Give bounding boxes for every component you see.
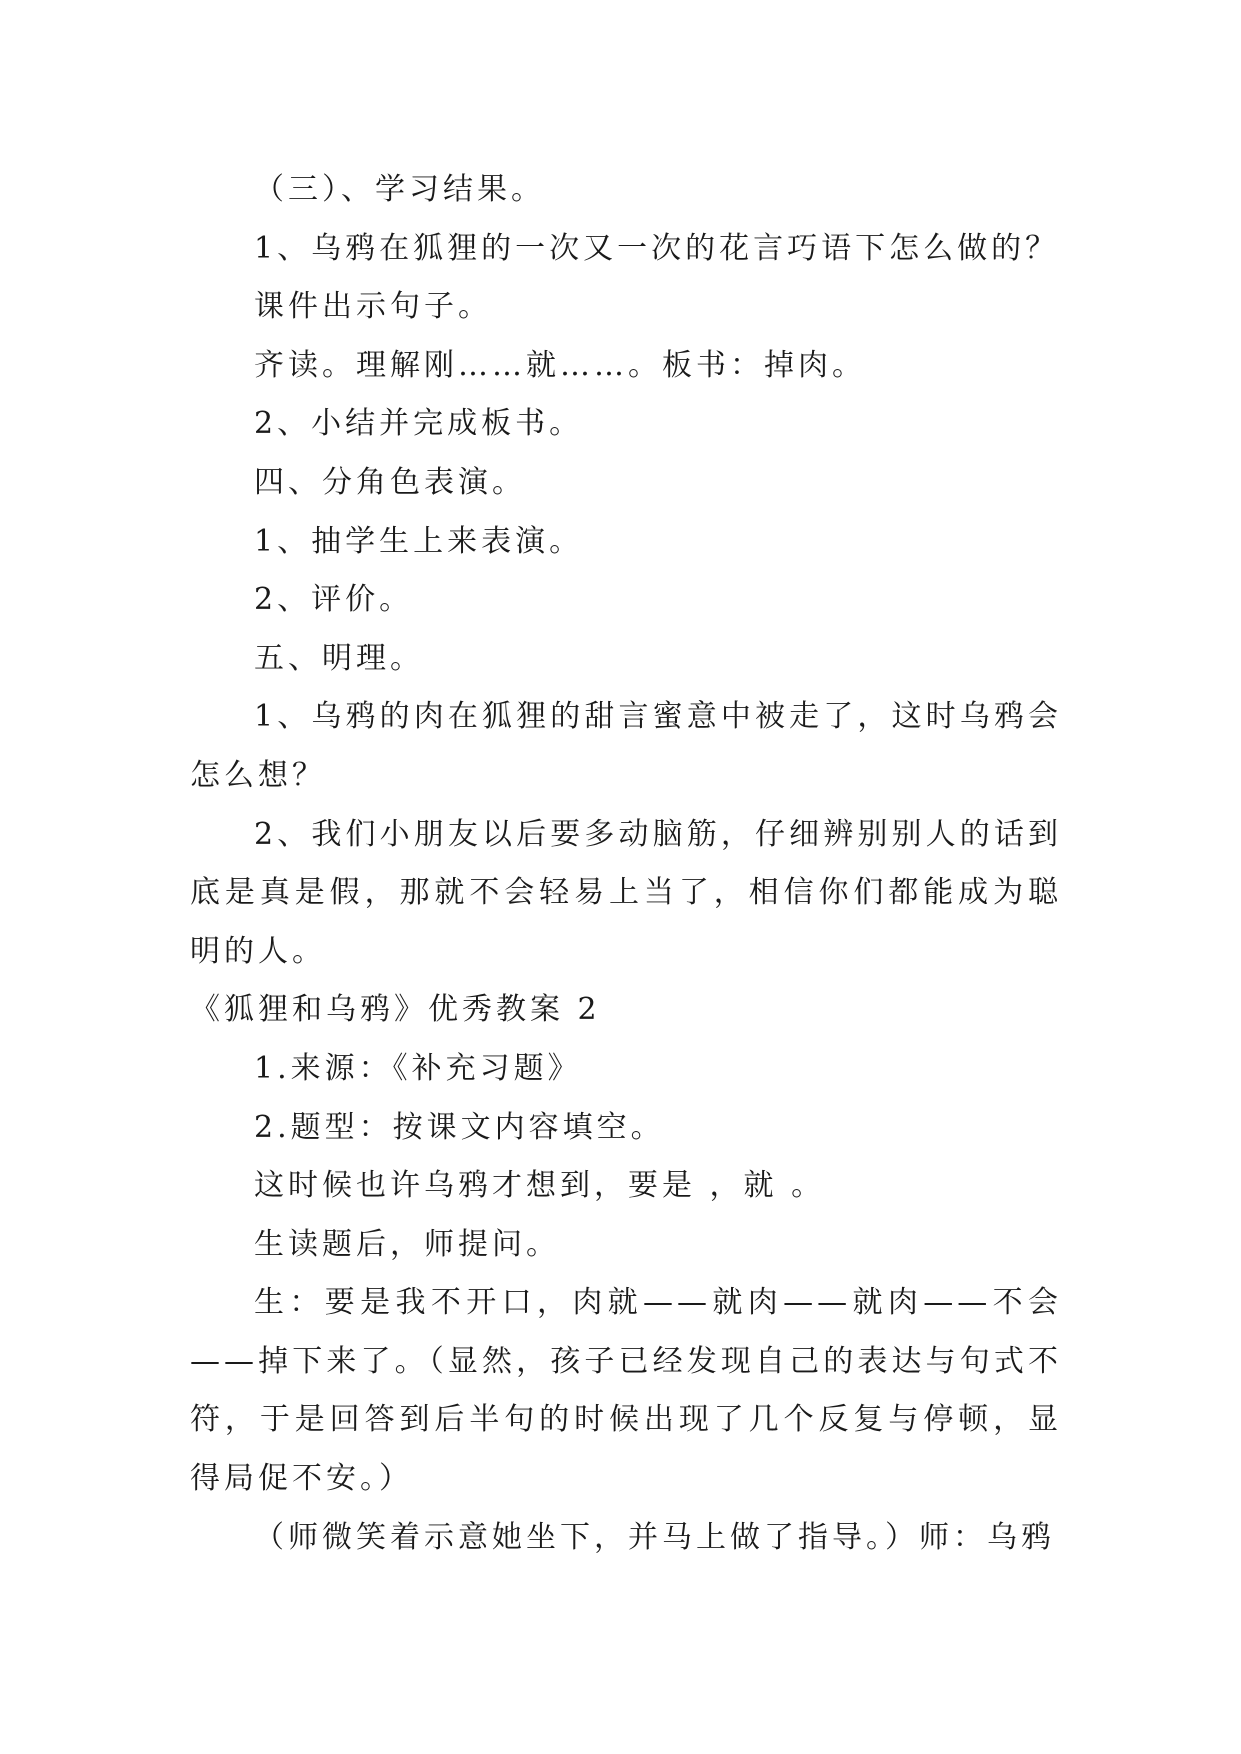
paragraph-lesson-plan-2-title: 《狐狸和乌鸦》优秀教案 2 bbox=[190, 992, 601, 1028]
paragraph-teacher-guidance: （师微笑着示意她坐下，并马上做了指导。）师：乌鸦 bbox=[254, 1519, 1055, 1555]
paragraph-teacher-asks: 生读题后，师提问。 bbox=[254, 1226, 560, 1262]
paragraph-question-1: 1、乌鸦在狐狸的一次又一次的花言巧语下怎么做的？ bbox=[254, 230, 1060, 266]
paragraph-student-answer: 生：要是我不开口，肉就——就肉——就肉——不会——掉下来了。（显然，孩子已经发现自己的表达与句式不符，于是回答到后半句的时候出现了几个反复与停顿，显得局促不安。） bbox=[190, 1285, 1062, 1497]
paragraph-fill-blank: 这时候也许乌鸦才想到，要是 ，就 。 bbox=[254, 1168, 826, 1204]
paragraph-section-5-heading: 五、明理。 bbox=[254, 640, 424, 676]
paragraph-lesson-moral: 2、我们小朋友以后要多动脑筋，仔细辨别别人的话到底是真是假，那就不会轻易上当了，相信你们都能成为聪明的人。 bbox=[190, 816, 1062, 969]
paragraph-question-type: 2.题型：按课文内容填空。 bbox=[254, 1109, 665, 1145]
paragraph-section-4-heading: 四、分角色表演。 bbox=[254, 464, 526, 500]
paragraph-section-3-heading: （三）、学习结果。 bbox=[254, 172, 545, 207]
paragraph-courseware: 课件出示句子。 bbox=[254, 289, 492, 325]
paragraph-source: 1.来源：《补充习题》 bbox=[254, 1050, 582, 1086]
paragraph-summary: 2、小结并完成板书。 bbox=[254, 406, 584, 442]
document-body bbox=[190, 161, 1062, 1567]
paragraph-perform: 1、抽学生上来表演。 bbox=[254, 523, 584, 559]
paragraph-evaluate: 2、评价。 bbox=[254, 582, 414, 618]
paragraph-read-together: 齐读。理解刚……就……。板书：掉肉。 bbox=[254, 347, 866, 383]
paragraph-crow-thinks: 1、乌鸦的肉在狐狸的甜言蜜意中被走了，这时乌鸦会怎么想？ bbox=[190, 699, 1062, 793]
